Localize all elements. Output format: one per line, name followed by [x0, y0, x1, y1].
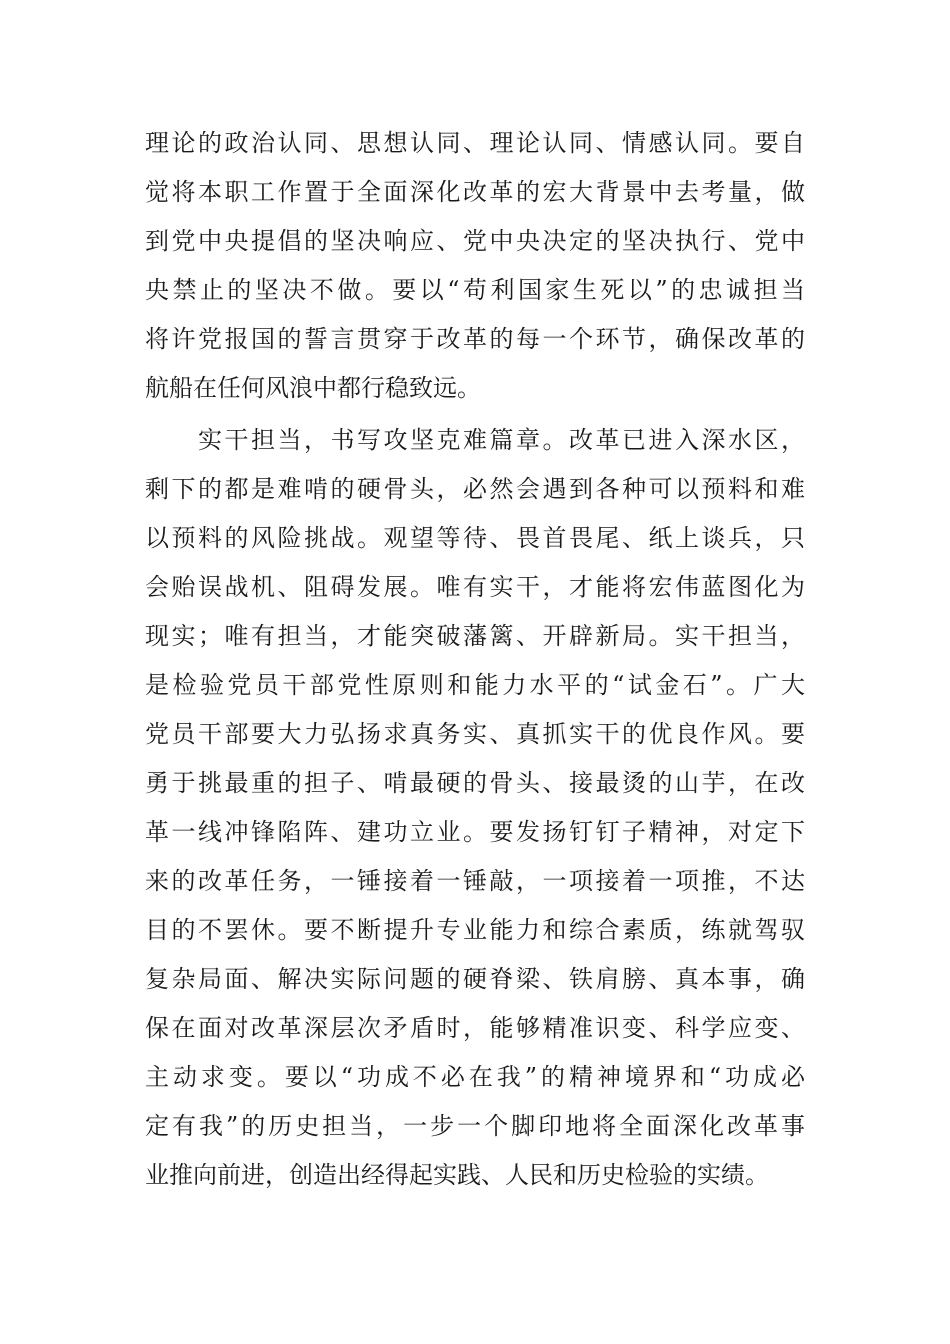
text-line: 是检验党员干部党性原则和能力水平的“试金石”。广大 [145, 671, 805, 699]
text-line: 主动求变。要以“功成不必在我”的精神境界和“功成必 [145, 1063, 805, 1091]
text-line: 现实；唯有担当，才能突破藩篱、开辟新局。实干担当， [145, 622, 805, 650]
text-line: 理论的政治认同、思想认同、理论认同、情感认同。要自 [145, 129, 805, 157]
text-line: 复杂局面、解决实际问题的硬脊梁、铁肩膀、真本事，确 [145, 965, 805, 993]
paragraph-1 [145, 119, 805, 413]
text-line: 实干担当，书写攻坚克难篇章。改革已进入深水区， [198, 426, 805, 454]
text-line: 到党中央提倡的坚决响应、党中央决定的坚决执行、党中 [145, 227, 805, 255]
text-line: 将许党报国的誓言贯穿于改革的每一个环节，确保改革的 [145, 325, 805, 353]
document-page [145, 119, 805, 1200]
text-line: 航船在任何风浪中都行稳致远。 [145, 374, 481, 402]
text-line: 会贻误战机、阻碍发展。唯有实干，才能将宏伟蓝图化为 [145, 573, 805, 601]
text-line: 来的改革任务，一锤接着一锤敲，一项接着一项推，不达 [145, 867, 805, 895]
text-line: 业推向前进，创造出经得起实践、人民和历史检验的实绩。 [145, 1161, 769, 1189]
text-line: 以预料的风险挑战。观望等待、畏首畏尾、纸上谈兵，只 [145, 524, 805, 552]
text-line: 党员干部要大力弘扬求真务实、真抓实干的优良作风。要 [145, 720, 805, 748]
text-line: 定有我”的历史担当，一步一个脚印地将全面深化改革事 [145, 1112, 805, 1140]
text-line: 剩下的都是难啃的硬骨头，必然会遇到各种可以预料和难 [145, 475, 805, 503]
text-line: 革一线冲锋陷阵、建功立业。要发扬钉钉子精神，对定下 [145, 818, 805, 846]
text-line: 央禁止的坚决不做。要以“苟利国家生死以”的忠诚担当 [145, 276, 805, 304]
text-line: 保在面对改革深层次矛盾时，能够精准识变、科学应变、 [145, 1014, 805, 1042]
text-line: 觉将本职工作置于全面深化改革的宏大背景中去考量，做 [145, 178, 805, 206]
text-line: 勇于挑最重的担子、啃最硬的骨头、接最烫的山芋，在改 [145, 769, 805, 797]
paragraph-2 [145, 416, 805, 1200]
text-line: 目的不罢休。要不断提升专业能力和综合素质，练就驾驭 [145, 916, 805, 944]
